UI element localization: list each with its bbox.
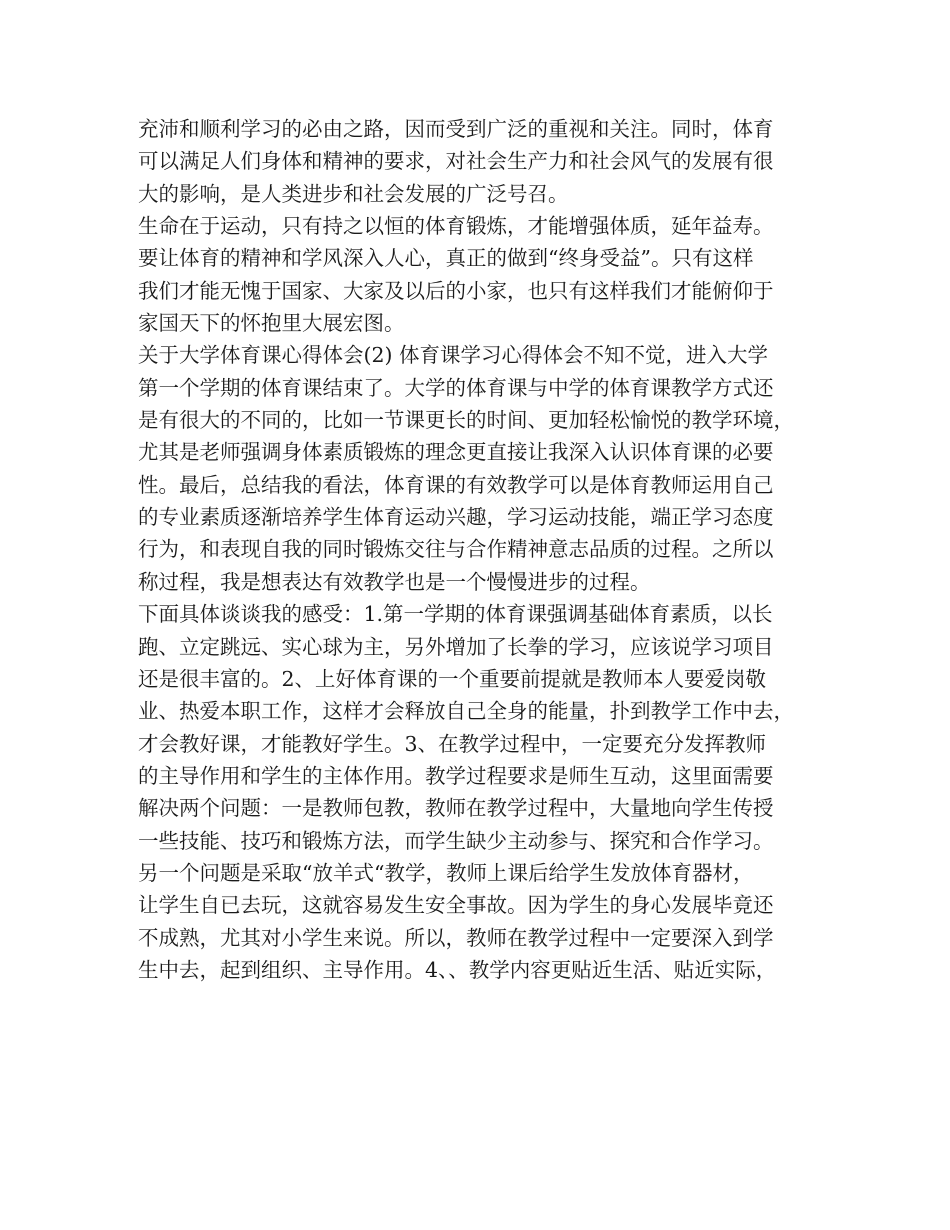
text-line: 称过程，我是想表达有效教学也是一个慢慢进步的过程。 (138, 569, 651, 594)
text-line: 充沛和顺利学习的必由之路，因而受到广泛的重视和关注。同时，体育 (138, 117, 774, 141)
text-line: 一些技能、技巧和锻炼方法，而学生缺少主动参与、探究和合作学习。 (138, 828, 774, 853)
text-line: 大的影响，是人类进步和社会发展的广泛号召。 (138, 181, 569, 206)
text-line: 跑、立定跳远、实心球为主，另外增加了长拳的学习，应该说学习项目 (138, 634, 774, 659)
text-line: 性。最后，总结我的看法，体育课的有效教学可以是体育教师运用自己 (138, 472, 774, 497)
text-line: 还是很丰富的。2、上好体育课的一个重要前提就是教师本人要爱岗敬 (138, 666, 767, 691)
text-line: 生中去，起到组织、主导作用。4、、教学内容更贴近生活、贴近实际， (138, 957, 777, 982)
text-line: 不成熟，尤其对小学生来说。所以，教师在教学过程中一定要深入到学 (138, 925, 774, 950)
text-line: 我们才能无愧于国家、大家及以后的小家，也只有这样我们才能俯仰于 (138, 278, 774, 303)
text-line: 下面具体谈谈我的感受：1.第一学期的体育课强调基础体育素质，以长 (138, 602, 773, 627)
text-line: 生命在于运动，只有持之以恒的体育锻炼，才能增强体质，延年益寿。 (138, 214, 774, 239)
text-line: 另一个问题是采取“放羊式“教学，教师上课后给学生发放体育器材， (138, 860, 754, 885)
text-line: 是有很大的不同的，比如一节课更长的时间、更加轻松愉悦的教学环境， (138, 408, 794, 433)
text-line: 的主导作用和学生的主体作用。教学过程要求是师生互动，这里面需要 (138, 763, 774, 788)
text-line: 关于大学体育课心得体会(2) 体育课学习心得体会不知不觉，进入大学 (138, 343, 769, 368)
text-line: 尤其是老师强调身体素质锻炼的理念更直接让我深入认识体育课的必要 (138, 440, 774, 465)
text-line: 的专业素质逐渐培养学生体育运动兴趣，学习运动技能，端正学习态度 (138, 505, 774, 530)
text-line: 让学生自已去玩，这就容易发生安全事故。因为学生的身心发展毕竟还 (138, 893, 774, 918)
document-body (138, 113, 838, 986)
text-line: 解决两个问题：一是教师包教，教师在教学过程中，大量地向学生传授 (138, 796, 774, 821)
text-line: 可以满足人们身体和精神的要求，对社会生产力和社会风气的发展有很 (138, 149, 774, 174)
text-line: 第一个学期的体育课结束了。大学的体育课与中学的体育课教学方式还 (138, 375, 774, 400)
text-line: 行为，和表现自我的同时锻炼交往与合作精神意志品质的过程。之所以 (138, 537, 774, 562)
text-line: 业、热爱本职工作，这样才会释放自己全身的能量，扑到教学工作中去， (138, 699, 794, 724)
text-line: 要让体育的精神和学风深入人心，真正的做到“终身受益”。只有这样 (138, 246, 754, 271)
text-line: 家国天下的怀抱里大展宏图。 (138, 311, 405, 336)
text-line: 才会教好课，才能教好学生。3、在教学过程中，一定要充分发挥教师 (138, 731, 767, 756)
